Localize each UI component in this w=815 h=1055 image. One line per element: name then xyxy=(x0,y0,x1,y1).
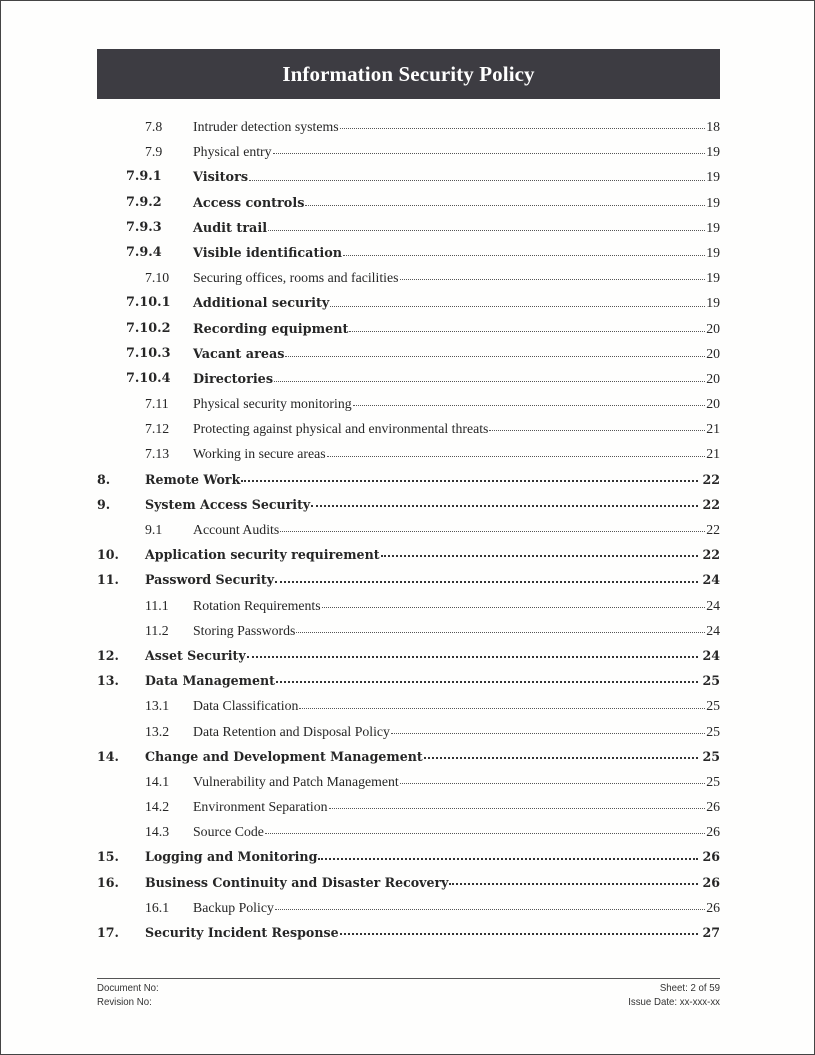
toc-entry-number: 13.1 xyxy=(145,698,170,714)
table-of-contents xyxy=(97,114,720,945)
sheet-number: Sheet: 2 of 59 xyxy=(659,982,721,994)
toc-entry[interactable] xyxy=(97,719,720,744)
toc-entry[interactable] xyxy=(97,769,720,794)
toc-entry-page: 19 xyxy=(706,194,720,210)
issue-date: Issue Date: xx-xxx-xx xyxy=(628,996,721,1008)
toc-entry-number: 9.1 xyxy=(145,522,163,537)
toc-entry[interactable] xyxy=(97,366,720,391)
dot-leader xyxy=(305,204,705,206)
toc-entry-title[interactable]: Source Code xyxy=(193,824,264,840)
dot-leader xyxy=(340,932,699,935)
toc-entry-page: 22 xyxy=(702,496,720,512)
document-title: Information Security Policy xyxy=(282,61,535,86)
toc-entry-page: 22 xyxy=(706,522,720,537)
toc-entry-title[interactable]: Physical entry xyxy=(193,144,272,160)
toc-entry[interactable] xyxy=(97,668,720,693)
toc-entry-number: 7.9.2 xyxy=(126,194,162,210)
toc-entry[interactable] xyxy=(97,492,720,517)
toc-entry-page: 26 xyxy=(706,899,720,915)
toc-entry-page: 25 xyxy=(702,748,720,764)
toc-entry-title[interactable]: Data Management xyxy=(145,673,275,689)
dot-leader xyxy=(311,504,698,507)
toc-entry-title[interactable]: Access controls xyxy=(193,195,305,211)
toc-entry[interactable] xyxy=(97,467,720,492)
toc-entry-page: 26 xyxy=(706,824,720,840)
toc-entry-page: 24 xyxy=(706,597,720,613)
toc-entry-page: 19 xyxy=(706,219,720,235)
toc-entry-number: 7.9.1 xyxy=(126,169,162,185)
toc-entry[interactable] xyxy=(97,819,720,844)
toc-entry-page: 27 xyxy=(702,925,720,940)
toc-entry-page: 19 xyxy=(706,295,720,311)
toc-entry-page: 19 xyxy=(706,270,720,286)
toc-entry[interactable] xyxy=(97,593,720,618)
dot-leader xyxy=(353,404,706,406)
toc-entry[interactable] xyxy=(97,542,720,567)
toc-entry-title[interactable]: Vulnerability and Patch Management xyxy=(193,773,399,789)
toc-entry-title[interactable]: Remote Work xyxy=(145,471,241,487)
toc-entry-page: 25 xyxy=(706,698,720,714)
dot-leader xyxy=(400,278,706,280)
dot-leader xyxy=(391,732,705,734)
document-number-label: Document No: xyxy=(97,982,159,994)
toc-entry-title[interactable]: Physical security monitoring xyxy=(193,396,352,412)
toc-entry-title[interactable]: Application security requirement xyxy=(145,547,380,563)
toc-entry[interactable] xyxy=(97,794,720,819)
dot-leader xyxy=(241,479,698,482)
toc-entry-number: 11. xyxy=(97,572,119,588)
toc-entry[interactable] xyxy=(97,240,720,265)
dot-leader xyxy=(299,707,705,709)
toc-entry-title[interactable]: Account Audits xyxy=(193,522,280,537)
dot-leader xyxy=(275,908,705,910)
toc-entry-number: 14.1 xyxy=(145,773,170,789)
dot-leader xyxy=(265,832,705,834)
toc-entry-title[interactable]: Backup Policy xyxy=(193,899,274,915)
dot-leader xyxy=(322,606,706,608)
toc-entry-number: 9. xyxy=(97,496,111,512)
toc-entry-page: 25 xyxy=(706,723,720,739)
toc-entry-number: 7.9.3 xyxy=(126,219,162,235)
dot-leader xyxy=(327,455,706,457)
toc-entry-number: 15. xyxy=(97,849,119,865)
toc-entry-title[interactable]: Data Classification xyxy=(193,698,299,714)
dot-leader xyxy=(343,254,705,256)
toc-entry-number: 13. xyxy=(97,673,119,689)
toc-entry-number: 14.3 xyxy=(145,824,170,840)
dot-leader xyxy=(424,756,699,759)
toc-entry-page: 26 xyxy=(702,874,720,890)
toc-entry[interactable] xyxy=(97,114,720,139)
toc-entry-title[interactable]: Change and Development Management xyxy=(145,748,423,764)
toc-entry-page: 26 xyxy=(706,799,720,815)
toc-entry-page: 22 xyxy=(702,471,720,487)
dot-leader xyxy=(249,179,705,181)
toc-entry-page: 26 xyxy=(702,849,720,865)
revision-number-label: Revision No: xyxy=(97,996,152,1008)
toc-entry[interactable] xyxy=(97,139,720,164)
toc-entry-page: 19 xyxy=(706,244,720,260)
dot-leader xyxy=(268,229,705,231)
toc-entry-number: 12. xyxy=(97,647,119,663)
toc-entry[interactable] xyxy=(97,844,720,869)
toc-entry-number: 7.11 xyxy=(145,396,169,412)
toc-entry[interactable] xyxy=(97,190,720,215)
toc-entry-title[interactable]: Directories xyxy=(193,371,274,387)
toc-entry-page: 19 xyxy=(706,144,720,160)
dot-leader xyxy=(247,655,699,658)
toc-entry-number: 7.12 xyxy=(145,421,170,437)
toc-entry[interactable] xyxy=(97,215,720,240)
toc-entry-page: 24 xyxy=(706,622,720,638)
toc-entry[interactable] xyxy=(97,341,720,366)
toc-entry[interactable] xyxy=(97,441,720,466)
toc-entry-page: 20 xyxy=(706,320,720,336)
toc-entry-title[interactable]: Working in secure areas xyxy=(193,446,326,462)
dot-leader xyxy=(276,680,698,683)
toc-entry-number: 7.13 xyxy=(145,446,170,462)
toc-entry-title[interactable]: Securing offices, rooms and facilities xyxy=(193,270,399,286)
dot-leader xyxy=(330,305,705,307)
toc-entry-page: 25 xyxy=(706,773,720,789)
toc-entry-number: 16. xyxy=(97,874,119,890)
toc-entry[interactable] xyxy=(97,744,720,769)
toc-entry-page: 24 xyxy=(702,647,720,663)
toc-entry-page: 22 xyxy=(702,547,720,563)
toc-entry-number: 14.2 xyxy=(145,799,170,815)
dot-leader xyxy=(296,631,705,633)
toc-entry-title[interactable]: Visible identification xyxy=(193,245,343,261)
toc-entry-number: 7.10.1 xyxy=(126,295,171,311)
toc-entry-title[interactable]: Data Retention and Disposal Policy xyxy=(193,723,390,739)
toc-entry-title[interactable]: Additional security xyxy=(193,296,330,312)
toc-entry[interactable] xyxy=(97,416,720,441)
dot-leader xyxy=(489,429,705,431)
toc-entry[interactable] xyxy=(97,567,720,592)
toc-entry-number: 16.1 xyxy=(145,899,170,915)
dot-leader xyxy=(349,330,705,332)
toc-entry-number: 7.9.4 xyxy=(126,244,162,260)
toc-entry-title[interactable]: Asset Security xyxy=(145,647,246,663)
toc-entry-number: 7.10.3 xyxy=(126,345,171,361)
toc-entry[interactable] xyxy=(97,265,720,290)
toc-entry-number: 7.8 xyxy=(145,119,163,134)
dot-leader xyxy=(381,554,699,557)
toc-entry-title[interactable]: Password Security xyxy=(145,572,275,588)
toc-entry-number: 11.1 xyxy=(145,597,169,613)
toc-entry-page: 20 xyxy=(706,396,720,412)
toc-entry-title[interactable]: Protecting against physical and environmental threats xyxy=(193,421,489,437)
toc-entry-title[interactable]: Storing Passwords xyxy=(193,622,296,638)
toc-entry-number: 11.2 xyxy=(145,622,169,638)
dot-leader xyxy=(329,807,706,809)
dot-leader xyxy=(318,857,698,860)
toc-entry[interactable] xyxy=(97,895,720,920)
toc-entry[interactable] xyxy=(97,391,720,416)
toc-entry-title[interactable]: Logging and Monitoring xyxy=(145,849,318,865)
toc-entry-page: 18 xyxy=(706,119,720,134)
toc-entry[interactable] xyxy=(97,693,720,718)
toc-entry-page: 24 xyxy=(702,572,720,588)
footer-divider xyxy=(97,978,720,979)
toc-entry-title[interactable]: Vacant areas xyxy=(193,346,285,362)
dot-leader xyxy=(285,355,705,357)
toc-entry-title[interactable]: Security Incident Response xyxy=(145,925,339,940)
toc-entry[interactable] xyxy=(97,290,720,315)
toc-entry[interactable] xyxy=(97,920,720,945)
toc-entry-title[interactable]: Visitors xyxy=(193,170,249,186)
dot-leader xyxy=(340,127,706,129)
toc-entry[interactable] xyxy=(97,316,720,341)
toc-entry-number: 7.9 xyxy=(145,144,163,160)
toc-entry-page: 21 xyxy=(706,421,720,437)
toc-entry-title[interactable]: Audit trail xyxy=(193,220,268,236)
toc-entry-page: 25 xyxy=(702,673,720,689)
toc-entry-number: 10. xyxy=(97,547,119,563)
toc-entry[interactable] xyxy=(97,643,720,668)
toc-entry-title[interactable]: Rotation Requirements xyxy=(193,597,321,613)
toc-entry-title[interactable]: Intruder detection systems xyxy=(193,119,339,134)
dot-leader xyxy=(449,882,698,885)
dot-leader xyxy=(280,530,705,532)
toc-entry-page: 20 xyxy=(706,370,720,386)
toc-entry-number: 8. xyxy=(97,471,111,487)
toc-entry[interactable] xyxy=(97,164,720,189)
dot-leader xyxy=(274,380,705,382)
dot-leader xyxy=(275,580,698,583)
dot-leader xyxy=(273,152,706,154)
document-header xyxy=(97,49,720,99)
toc-entry[interactable] xyxy=(97,870,720,895)
toc-entry[interactable] xyxy=(97,618,720,643)
toc-entry-number: 7.10.2 xyxy=(126,320,171,336)
toc-entry-page: 21 xyxy=(706,446,720,462)
toc-entry-title[interactable]: Environment Separation xyxy=(193,799,328,815)
toc-entry-title[interactable]: Recording equipment xyxy=(193,321,349,337)
toc-entry-number: 17. xyxy=(97,925,119,940)
document-footer xyxy=(97,978,720,1009)
toc-entry-title[interactable]: System Access Security xyxy=(145,496,311,512)
toc-entry-number: 7.10.4 xyxy=(126,370,171,386)
toc-entry-number: 14. xyxy=(97,748,119,764)
toc-entry-title[interactable]: Business Continuity and Disaster Recovery xyxy=(145,874,449,890)
toc-entry-page: 20 xyxy=(706,345,720,361)
toc-entry-number: 7.10 xyxy=(145,270,170,286)
dot-leader xyxy=(400,782,706,784)
toc-entry-number: 13.2 xyxy=(145,723,170,739)
toc-entry[interactable] xyxy=(97,517,720,542)
toc-entry-page: 19 xyxy=(706,169,720,185)
